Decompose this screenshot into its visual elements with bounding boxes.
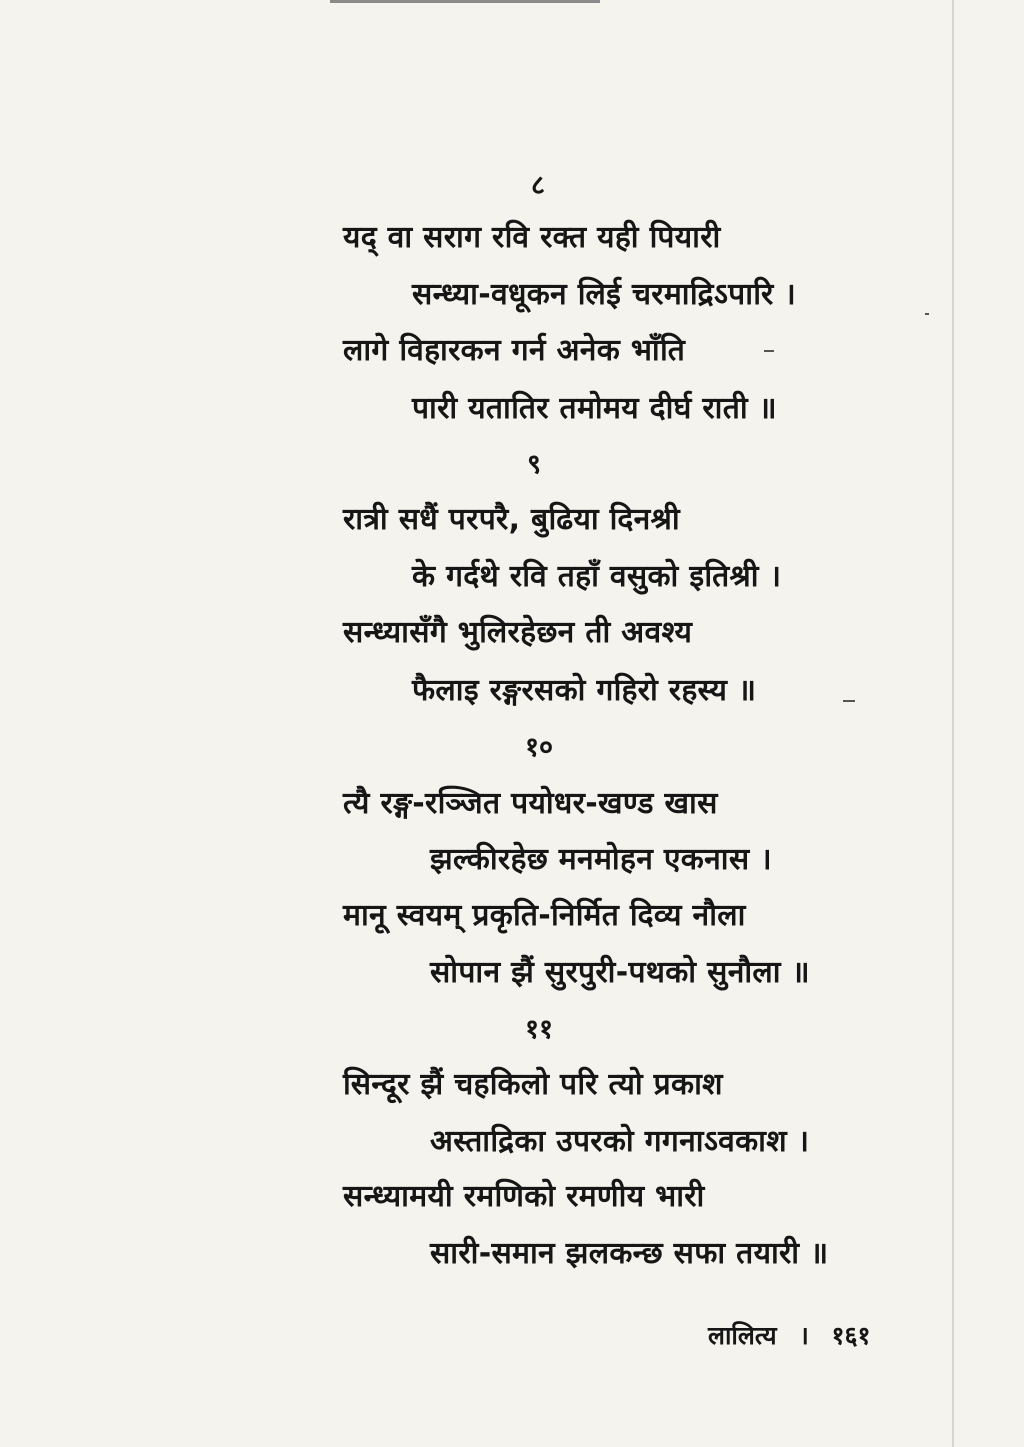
verse-line: यद् वा सराग रवि रक्त यही पियारी (343, 220, 721, 255)
scan-speck (764, 350, 774, 352)
page-footer (708, 1318, 871, 1352)
verse-line: सन्ध्यासँगै भुलिरहेछन ती अवश्य (343, 615, 693, 650)
verse-line: सन्ध्या-वधूकन लिई चरमाद्रिऽपारि । (412, 277, 797, 312)
stanza-number: ८ (531, 170, 546, 201)
page-number: १६१ (831, 1321, 871, 1350)
verse-line: त्यै रङ्ग-रञ्जित पयोधर-खण्ड खास (343, 786, 718, 821)
verse-line: अस्ताद्रिका उपरको गगनाऽवकाश । (430, 1124, 810, 1159)
stanza-number: १० (525, 732, 554, 763)
verse-line: रात्री सधैं परपरै, बुढिया दिनश्री (343, 502, 680, 537)
verse-line: लागे विहारकन गर्न अनेक भाँति (343, 333, 686, 368)
page-right-edge (952, 0, 954, 1447)
verse-line: फैलाइ रङ्गरसको गहिरो रहस्य ॥ (412, 673, 757, 708)
scan-speck (925, 313, 929, 315)
verse-line: पारी यतातिर तमोमय दीर्घ राती ॥ (412, 391, 777, 426)
stanza-number: ११ (525, 1014, 554, 1045)
verse-line: सोपान झैं सुरपुरी-पथको सुनौला ॥ (430, 955, 810, 990)
verse-line: सन्ध्यामयी रमणिको रमणीय भारी (343, 1179, 705, 1214)
verse-line: मानू स्वयम् प्रकृति-निर्मित दिव्य नौला (343, 898, 746, 933)
verse-line: के गर्दथे रवि तहाँ वसुको इतिश्री । (412, 559, 782, 594)
stanza-number: ९ (527, 449, 542, 480)
verse-line: झल्कीरहेछ मनमोहन एकनास । (430, 842, 772, 877)
scan-speck (843, 700, 855, 702)
book-title: लालित्य (708, 1321, 777, 1350)
footer-separator: । (799, 1321, 809, 1350)
page-top-edge (330, 0, 600, 3)
verse-line: सिन्दूर झैं चहकिलो परि त्यो प्रकाश (343, 1067, 723, 1102)
verse-line: सारी-समान झलकन्छ सफा तयारी ॥ (430, 1236, 829, 1271)
